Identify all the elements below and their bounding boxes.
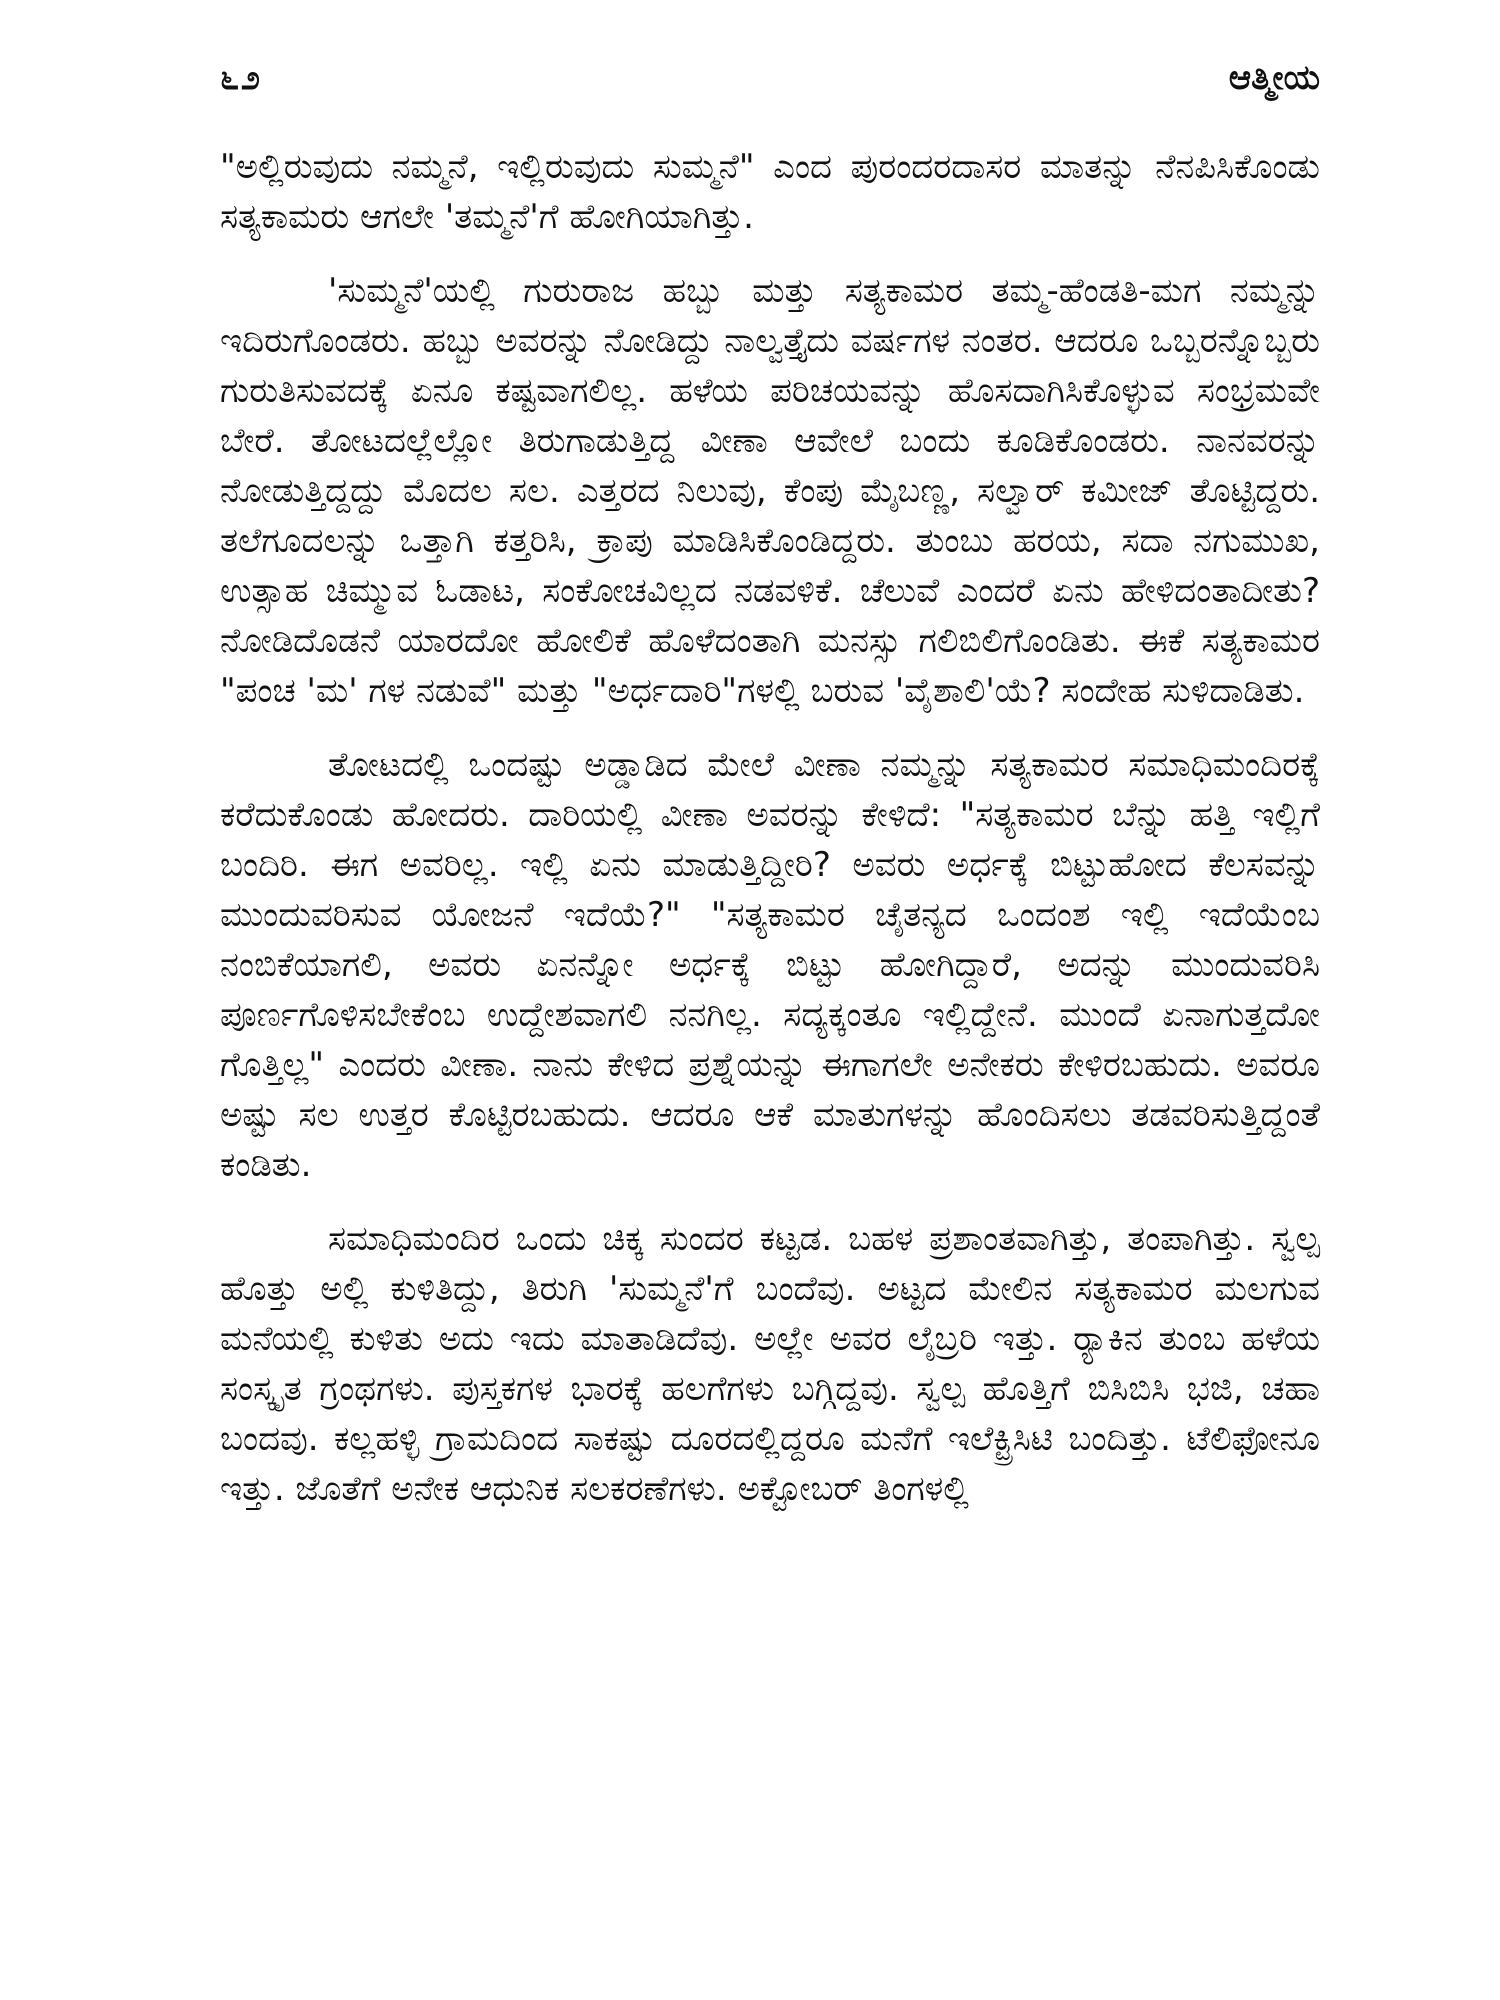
running-title: ಆತ್ಮೀಯ	[1228, 58, 1320, 98]
page-number: ೬೨	[220, 58, 263, 98]
paragraph-3: ತೋಟದಲ್ಲಿ ಒಂದಷ್ಟು ಅಡ್ಡಾಡಿದ ಮೇಲೆ ವೀಣಾ ನಮ್ಮನ್ನು ಸತ್ಯಕಾಮರ ಸಮಾಧಿಮಂದಿರಕ್ಕೆ ಕರೆದುಕೊಂಡು ಹೋದರು. ದಾರಿಯಲ್ಲಿ ವೀಣಾ ಅವರನ್ನು ಕೇಳಿದೆ: "ಸತ್ಯಕಾಮರ ಬೆನ್ನು ಹತ್ತಿ ಇಲ್ಲಿಗೆ ಬಂದಿರಿ. ಈಗ ಅವರಿಲ್ಲ. ಇಲ್ಲಿ ಏನು ಮಾಡುತ್ತಿದ್ದೀರಿ? ಅವರು ಅರ್ಧಕ್ಕೆ ಬಿಟ್ಟುಹೋದ ಕೆಲಸವನ್ನು ಮುಂದುವರಿಸುವ ಯೋಜನೆ ಇದೆಯೆ?" "ಸತ್ಯಕಾಮರ ಚೈತನ್ಯದ ಒಂದಂಶ ಇಲ್ಲಿ ಇದೆಯೆಂಬ ನಂಬಿಕೆಯಾಗಲಿ, ಅವರು ಏನನ್ನೋ ಅರ್ಧಕ್ಕೆ ಬಿಟ್ಟು ಹೋಗಿದ್ದಾರೆ, ಅದನ್ನು ಮುಂದುವರಿಸಿ ಪೂರ್ಣಗೊಳಿಸಬೇಕೆಂಬ ಉದ್ದೇಶವಾಗಲಿ ನನಗಿಲ್ಲ. ಸದ್ಯಕ್ಕಂತೂ ಇಲ್ಲಿದ್ದೇನೆ. ಮುಂದೆ ಏನಾಗುತ್ತದೋ ಗೊತ್ತಿಲ್ಲ" ಎಂದರು ವೀಣಾ. ನಾನು ಕೇಳಿದ ಪ್ರಶ್ನೆಯನ್ನು ಈಗಾಗಲೇ ಅನೇಕರು ಕೇಳಿರಬಹುದು. ಅವರೂ ಅಷ್ಟು ಸಲ ಉತ್ತರ ಕೊಟ್ಟಿರಬಹುದು. ಆದರೂ ಆಕೆ ಮಾತುಗಳನ್ನು ಹೊಂದಿಸಲು ತಡವರಿಸುತ್ತಿದ್ದಂತೆ ಕಂಡಿತು.	[220, 745, 1320, 1185]
page-body	[220, 142, 1320, 1538]
paragraph-4: ಸಮಾಧಿಮಂದಿರ ಒಂದು ಚಿಕ್ಕ ಸುಂದರ ಕಟ್ಟಡ. ಬಹಳ ಪ್ರಶಾಂತವಾಗಿತ್ತು, ತಂಪಾಗಿತ್ತು. ಸ್ವಲ್ಪ ಹೊತ್ತು ಅಲ್ಲಿ ಕುಳಿತಿದ್ದು, ತಿರುಗಿ 'ಸುಮ್ಮನೆ'ಗೆ ಬಂದೆವು. ಅಟ್ಟದ ಮೇಲಿನ ಸತ್ಯಕಾಮರ ಮಲಗುವ ಮನೆಯಲ್ಲಿ ಕುಳಿತು ಅದು ಇದು ಮಾತಾಡಿದೆವು. ಅಲ್ಲೇ ಅವರ ಲೈಬ್ರರಿ ಇತ್ತು. ರ್‍ಯಾಕಿನ ತುಂಬ ಹಳೆಯ ಸಂಸ್ಕೃತ ಗ್ರಂಥಗಳು. ಪುಸ್ತಕಗಳ ಭಾರಕ್ಕೆ ಹಲಗೆಗಳು ಬಗ್ಗಿದ್ದವು. ಸ್ವಲ್ಪ ಹೊತ್ತಿಗೆ ಬಿಸಿಬಿಸಿ ಭಜಿ, ಚಹಾ ಬಂದವು. ಕಲ್ಲಹಳ್ಳಿ ಗ್ರಾಮದಿಂದ ಸಾಕಷ್ಟು ದೂರದಲ್ಲಿದ್ದರೂ ಮನೆಗೆ ಇಲೆಕ್ಟ್ರಿಸಿಟಿ ಬಂದಿತ್ತು. ಟೆಲಿಫೋನೂ ಇತ್ತು. ಜೊತೆಗೆ ಅನೇಕ ಆಧುನಿಕ ಸಲಕರಣೆಗಳು. ಅಕ್ಟೋಬರ್ ತಿಂಗಳಲ್ಲಿ	[220, 1219, 1320, 1509]
paragraph-1: "ಅಲ್ಲಿರುವುದು ನಮ್ಮನೆ, ಇಲ್ಲಿರುವುದು ಸುಮ್ಮನೆ" ಎಂದ ಪುರಂದರದಾಸರ ಮಾತನ್ನು ನೆನಪಿಸಿಕೊಂಡು ಸತ್ಯಕಾಮರು ಆಗಲೇ 'ತಮ್ಮನೆ'ಗೆ ಹೋಗಿಯಾಗಿತ್ತು.	[220, 147, 1320, 237]
paragraph-2: 'ಸುಮ್ಮನೆ'ಯಲ್ಲಿ ಗುರುರಾಜ ಹಬ್ಬು ಮತ್ತು ಸತ್ಯಕಾಮರ ತಮ್ಮ-ಹೆಂಡತಿ-ಮಗ ನಮ್ಮನ್ನು ಇದಿರುಗೊಂಡರು. ಹಬ್ಬು ಅವರನ್ನು ನೋಡಿದ್ದು ನಾಲ್ವತ್ತೈದು ವರ್ಷಗಳ ನಂತರ. ಆದರೂ ಒಬ್ಬರನ್ನೊಬ್ಬರು ಗುರುತಿಸುವದಕ್ಕೆ ಏನೂ ಕಷ್ಟವಾಗಲಿಲ್ಲ. ಹಳೆಯ ಪರಿಚಯವನ್ನು ಹೊಸದಾಗಿಸಿಕೊಳ್ಳುವ ಸಂಭ್ರಮವೇ ಬೇರೆ. ತೋಟದಲ್ಲೆಲ್ಲೋ ತಿರುಗಾಡುತ್ತಿದ್ದ ವೀಣಾ ಆವೇಲೆ ಬಂದು ಕೂಡಿಕೊಂಡರು. ನಾನವರನ್ನು ನೋಡುತ್ತಿದ್ದದ್ದು ಮೊದಲ ಸಲ. ಎತ್ತರದ ನಿಲುವು, ಕೆಂಪು ಮೈಬಣ್ಣ, ಸಲ್ವಾರ್ ಕಮೀಜ್ ತೊಟ್ಟಿದ್ದರು. ತಲೆಗೂದಲನ್ನು ಒತ್ತಾಗಿ ಕತ್ತರಿಸಿ, ಕ್ರಾಪು ಮಾಡಿಸಿಕೊಂಡಿದ್ದರು. ತುಂಬು ಹರಯ, ಸದಾ ನಗುಮುಖ, ಉತ್ಸಾಹ ಚಿಮ್ಮುವ ಓಡಾಟ, ಸಂಕೋಚವಿಲ್ಲದ ನಡವಳಿಕೆ. ಚೆಲುವೆ ಎಂದರೆ ಏನು ಹೇಳಿದಂತಾದೀತು? ನೋಡಿದೊಡನೆ ಯಾರದೋ ಹೋಲಿಕೆ ಹೊಳೆದಂತಾಗಿ ಮನಸ್ಸು ಗಲಿಬಿಲಿಗೊಂಡಿತು. ಈಕೆ ಸತ್ಯಕಾಮರ "ಪಂಚ 'ಮ' ಗಳ ನಡುವೆ" ಮತ್ತು "ಅರ್ಧದಾರಿ"ಗಳಲ್ಲಿ ಬರುವ 'ವೈಶಾಲಿ'ಯೆ? ಸಂದೇಹ ಸುಳಿದಾಡಿತು.	[220, 271, 1320, 711]
page-header	[220, 58, 1320, 114]
